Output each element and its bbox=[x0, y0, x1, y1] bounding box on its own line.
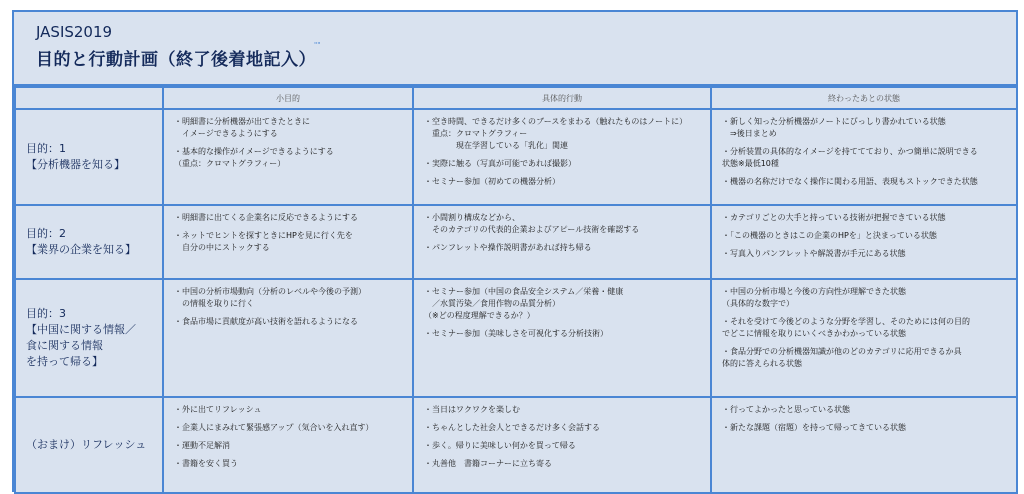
column-header-blank bbox=[15, 87, 163, 109]
list-item: ・書籍を安く買う bbox=[174, 459, 238, 468]
list-item: ・基本的な操作がイメージできるようにする （重点：クロマトグラフィー） bbox=[174, 147, 334, 168]
row-head bbox=[15, 109, 163, 205]
after-state-cell bbox=[711, 205, 1017, 279]
after-state-cell bbox=[711, 279, 1017, 397]
list-item: ・実際に触る（写真が可能であれば撮影） bbox=[424, 159, 576, 168]
sheet-header bbox=[14, 12, 1016, 86]
list-item: ・新たな課題（宿題）を持って帰ってきている状態 bbox=[722, 423, 906, 432]
list-item: ・歩く。帰りに美味しい何かを買って帰る bbox=[424, 441, 576, 450]
list-item: ・丸善他 書籍コーナーに立ち寄る bbox=[424, 459, 552, 468]
event-name: JASIS2019 bbox=[36, 23, 113, 41]
list-item: ・カテゴリごとの大手と持っている技術が把握できている状態 bbox=[722, 213, 946, 222]
actions-cell bbox=[413, 205, 711, 279]
column-header-small-goal: 小目的 bbox=[163, 87, 413, 109]
list-item: ・中国の分析市場動向（分析のレベルや今後の予測） の情報を取りに行く bbox=[174, 287, 366, 308]
list-item: ・中国の分析市場と今後の方向性が理解できた状態 （具体的な数字で） bbox=[722, 287, 906, 308]
small-goal-cell bbox=[163, 205, 413, 279]
plan-table bbox=[14, 86, 1018, 494]
list-item: ・食品市場に貢献度が高い技術を語れるようになる bbox=[174, 317, 358, 326]
plan-sheet bbox=[12, 10, 1018, 492]
list-item: ・写真入りパンフレットや解説書が手元にある状態 bbox=[722, 249, 906, 258]
table-row bbox=[15, 109, 1017, 205]
row-head bbox=[15, 279, 163, 397]
table-row bbox=[15, 279, 1017, 397]
actions-cell bbox=[413, 397, 711, 493]
actions-cell bbox=[413, 109, 711, 205]
small-goal-cell bbox=[163, 279, 413, 397]
list-item: ・ちゃんとした社会人とできるだけ多く会話する bbox=[424, 423, 600, 432]
list-item: ・分析装置の具体的なイメージを持ててており、かつ簡単に説明できる 状態※最低10種 bbox=[722, 147, 978, 168]
row-head-text: 目的：3 【中国に関する情報／ 食に関する情報 を持って帰る】 bbox=[26, 307, 136, 368]
list-item: ・外に出てリフレッシュ bbox=[174, 405, 262, 414]
actions-cell bbox=[413, 279, 711, 397]
small-goal-cell bbox=[163, 109, 413, 205]
list-item: ・運動不足解消 bbox=[174, 441, 230, 450]
row-head bbox=[15, 205, 163, 279]
small-goal-cell bbox=[163, 397, 413, 493]
list-item: ・機器の名称だけでなく操作に関わる用語、表現もストックできた状態 bbox=[722, 177, 978, 186]
list-item: ・空き時間、できるだけ多くのブースをまわる（触れたものはノートに） 重点：クロマトグラフィー 現在学習している「乳化」関連 bbox=[424, 117, 688, 150]
column-header-actions: 具体的行動 bbox=[413, 87, 711, 109]
list-item: ・新しく知った分析機器がノートにびっしり書かれている状態 ⇒後日まとめ bbox=[722, 117, 946, 138]
row-head-text: （おまけ）リフレッシュ bbox=[26, 438, 147, 451]
list-item: ・セミナー参加（美味しさを可視化する分析技術） bbox=[424, 329, 608, 338]
after-state-cell bbox=[711, 109, 1017, 205]
column-header-after-state: 終わったあとの状態 bbox=[711, 87, 1017, 109]
title-mark: "" bbox=[314, 41, 321, 49]
row-head bbox=[15, 397, 163, 493]
list-item: ・行ってよかったと思っている状態 bbox=[722, 405, 850, 414]
table-row bbox=[15, 205, 1017, 279]
list-item: ・それを受けて今後どのような分野を学習し、そのためには何の目的 でどこに情報を取りにいくべきかわかっている状態 bbox=[722, 317, 970, 338]
list-item: ・当日はワクワクを楽しむ bbox=[424, 405, 520, 414]
list-item: ・セミナー参加（初めての機器分析） bbox=[424, 177, 560, 186]
list-item: ・食品分野での分析機器知識が他のどのカテゴリに応用できるか具 体的に答えられる状態 bbox=[722, 347, 962, 368]
list-item: ・明細書に出てくる企業名に反応できるようにする bbox=[174, 213, 358, 222]
list-item: ・「この機器のときはこの企業のHPを」と決まっている状態 bbox=[722, 231, 937, 240]
table-row bbox=[15, 397, 1017, 493]
list-item: ・セミナー参加（中国の食品安全システム／栄養・健康 ／水質汚染／食用作物の品質分析） （※どの程度理解できるか？） bbox=[424, 287, 624, 320]
row-head-text: 目的：1 【分析機器を知る】 bbox=[26, 142, 125, 171]
list-item: ・企業人にまみれて緊張感アップ（気合いを入れ直す） bbox=[174, 423, 374, 432]
list-item: ・ネットでヒントを探すときにHPを見に行く先を 自分の中にストックする bbox=[174, 231, 353, 252]
list-item: ・パンフレットや操作説明書があれば持ち帰る bbox=[424, 243, 592, 252]
column-header-row bbox=[15, 87, 1017, 109]
list-item: ・明細書に分析機器が出てきたときに イメージできるようにする bbox=[174, 117, 310, 138]
row-head-text: 目的：2 【業界の企業を知る】 bbox=[26, 227, 136, 256]
list-item: ・小間割り構成などから、 そのカテゴリの代表的企業およびアピール技術を確認する bbox=[424, 213, 640, 234]
after-state-cell bbox=[711, 397, 1017, 493]
page-title: 目的と行動計画（終了後着地記入） bbox=[36, 50, 316, 70]
